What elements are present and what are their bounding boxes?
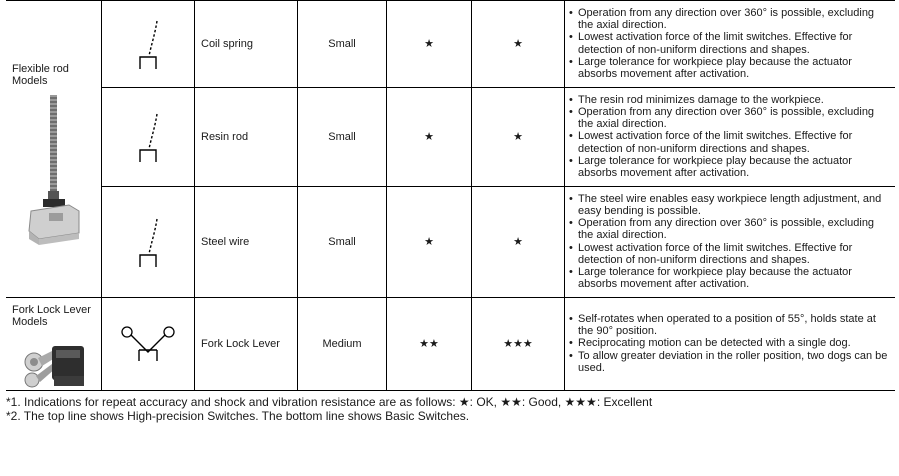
list-item: • The steel wire enables easy workpiece length adjustment, and easy bending is possible. xyxy=(569,193,891,217)
actuator-name: Resin rod xyxy=(195,88,298,187)
fork-lock-lever-model-cell xyxy=(6,298,102,391)
actuator-name: Steel wire xyxy=(195,187,298,298)
size-value: Medium xyxy=(298,298,387,391)
repeat-accuracy-rating: ★ xyxy=(387,1,472,88)
coil-spring-symbol xyxy=(102,1,195,88)
features-list xyxy=(569,94,891,179)
flexible-rod-switch-photo xyxy=(19,93,89,249)
flexible-rod-symbol-icon xyxy=(133,216,163,268)
vibration-resistance-rating: ★ xyxy=(472,88,565,187)
list-item: • Reciprocating motion can be detected with a single dog. xyxy=(569,337,891,349)
list-item: • Large tolerance for workpiece play because the actuator absorbs movement after activation. xyxy=(569,266,891,290)
table-row xyxy=(6,88,895,187)
repeat-accuracy-rating: ★ xyxy=(387,187,472,298)
features-cell xyxy=(565,298,896,391)
vibration-resistance-rating: ★ xyxy=(472,187,565,298)
table-row xyxy=(6,1,895,88)
fork-lock-lever-switch-photo xyxy=(14,332,94,390)
repeat-accuracy-rating: ★★ xyxy=(387,298,472,391)
model-label: Fork Lock Lever Models xyxy=(12,304,91,328)
features-list xyxy=(569,313,891,374)
fork-lock-lever-symbol xyxy=(102,298,195,391)
features-cell xyxy=(565,1,896,88)
actuator-spec-table xyxy=(6,0,895,391)
flexible-rod-symbol-icon xyxy=(133,18,163,70)
actuator-name: Fork Lock Lever xyxy=(195,298,298,391)
list-item: • Large tolerance for workpiece play because the actuator absorbs movement after activation. xyxy=(569,155,891,179)
list-item: • Operation from any direction over 360° is possible, excluding the axial direction. xyxy=(569,217,891,241)
features-list xyxy=(569,7,891,80)
fork-lock-lever-symbol-icon xyxy=(120,324,176,364)
model-label: Flexible rod Models xyxy=(12,63,69,87)
table-row xyxy=(6,187,895,298)
features-list xyxy=(569,193,891,291)
size-value: Small xyxy=(298,88,387,187)
repeat-accuracy-rating: ★ xyxy=(387,88,472,187)
list-item: • Lowest activation force of the limit switches. Effective for detection of non-uniform directions and shapes. xyxy=(569,31,891,55)
features-cell xyxy=(565,187,896,298)
list-item: • Lowest activation force of the limit switches. Effective for detection of non-uniform directions and shapes. xyxy=(569,130,891,154)
footnote-2: *2. The top line shows High-precision Switches. The bottom line shows Basic Switches. xyxy=(6,409,470,423)
size-value: Small xyxy=(298,1,387,88)
list-item: • Lowest activation force of the limit switches. Effective for detection of non-uniform directions and shapes. xyxy=(569,242,891,266)
list-item: • Self-rotates when operated to a position of 55°, holds state at the 90° position. xyxy=(569,313,891,337)
list-item: • Operation from any direction over 360° is possible, excluding the axial direction. xyxy=(569,106,891,130)
list-item: • Operation from any direction over 360° is possible, excluding the axial direction. xyxy=(569,7,891,31)
vibration-resistance-rating: ★ xyxy=(472,1,565,88)
features-cell xyxy=(565,88,896,187)
steel-wire-symbol xyxy=(102,187,195,298)
flexible-rod-symbol-icon xyxy=(133,111,163,163)
vibration-resistance-rating: ★★★ xyxy=(472,298,565,391)
table-row xyxy=(6,298,895,391)
footnotes xyxy=(6,395,652,423)
footnote-1: *1. Indications for repeat accuracy and shock and vibration resistance are as follows: ★: OK, ★★: Good, ★★★: Excellent xyxy=(6,395,653,409)
list-item: • Large tolerance for workpiece play because the actuator absorbs movement after activation. xyxy=(569,56,891,80)
resin-rod-symbol xyxy=(102,88,195,187)
actuator-name: Coil spring xyxy=(195,1,298,88)
list-item: • To allow greater deviation in the roller position, two dogs can be used. xyxy=(569,350,891,374)
size-value: Small xyxy=(298,187,387,298)
flexible-rod-model-cell xyxy=(6,1,102,298)
list-item: • The resin rod minimizes damage to the workpiece. xyxy=(569,94,891,106)
